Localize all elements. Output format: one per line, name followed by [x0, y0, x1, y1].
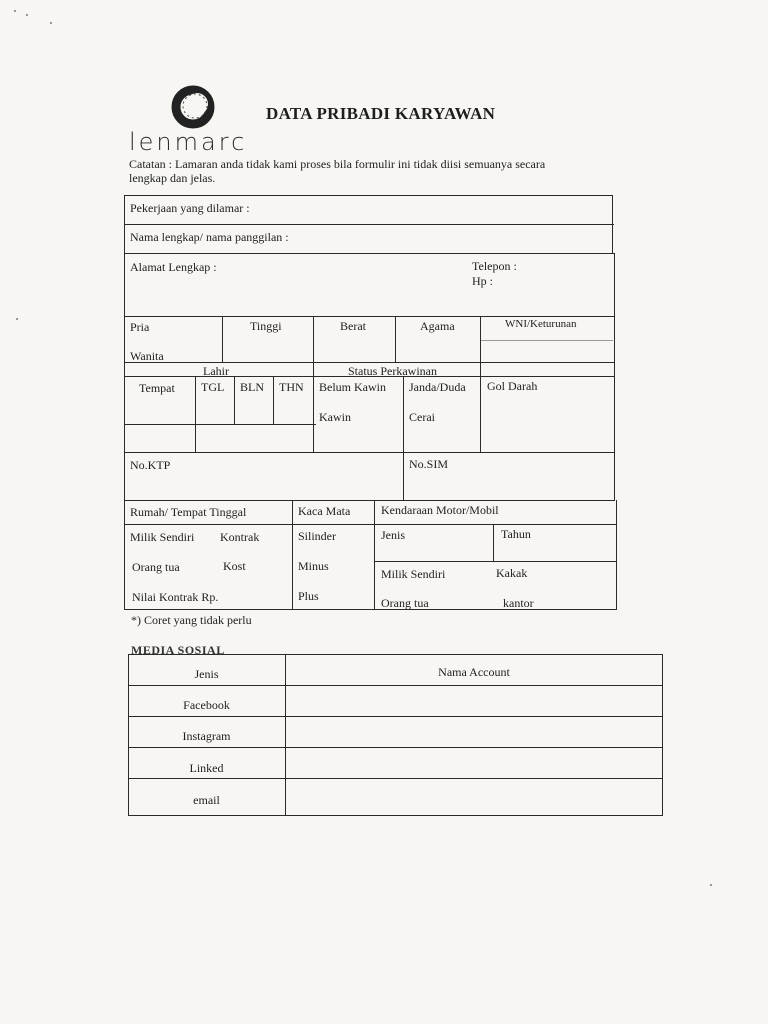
form-line	[124, 195, 612, 196]
bln-label: BLN	[240, 380, 264, 394]
form-line	[480, 340, 613, 341]
agama-label: Agama	[420, 319, 455, 333]
brand-name: lenmarc	[129, 128, 248, 156]
kantor-label: kantor	[503, 596, 534, 610]
form-line	[395, 316, 396, 362]
silinder-label: Silinder	[298, 529, 336, 543]
kakak-label: Kakak	[496, 566, 528, 580]
lahir-label: Lahir	[203, 364, 229, 378]
kontrak-label: Kontrak	[220, 530, 260, 544]
form-line	[124, 500, 615, 501]
kendaraan-jenis-label: Jenis	[381, 528, 405, 542]
social-row-label: Instagram	[182, 729, 231, 743]
pria-label: Pria	[130, 320, 150, 334]
instagram-account-field[interactable]	[287, 718, 661, 746]
belum-kawin-label: Belum Kawin	[319, 380, 386, 394]
employee-form	[0, 190, 768, 620]
janda-duda-label: Janda/Duda	[409, 380, 466, 394]
thn-label: THN	[279, 380, 304, 394]
no-ktp-label: No.KTP	[130, 458, 171, 472]
minus-label: Minus	[298, 559, 329, 573]
form-line	[480, 316, 481, 452]
form-line	[292, 500, 293, 610]
col-jenis-header: Jenis	[194, 667, 219, 681]
kaca-mata-label: Kaca Mata	[298, 504, 351, 518]
cerai-label: Cerai	[409, 410, 435, 424]
form-line	[124, 253, 615, 254]
tgl-label: TGL	[201, 380, 225, 394]
form-line	[374, 561, 617, 562]
form-line	[124, 524, 617, 525]
scan-speck	[710, 884, 712, 886]
kendaraan-tahun-label: Tahun	[501, 527, 531, 541]
form-line	[612, 195, 613, 253]
form-line	[124, 609, 617, 610]
wni-label: WNI/Keturunan	[505, 318, 577, 330]
tinggi-label: Tinggi	[250, 319, 282, 333]
note-line-1: Catatan : Lamaran anda tidak kami proses bila formulir ini tidak diisi semuanya secara	[129, 157, 546, 171]
wanita-label: Wanita	[130, 349, 164, 363]
form-line	[124, 452, 615, 453]
logo-ring-icon	[170, 84, 216, 130]
social-media-table	[128, 654, 663, 816]
social-row-label: Linked	[189, 761, 224, 775]
kendaraan-milik-sendiri-label: Milik Sendiri	[381, 567, 446, 581]
form-line	[234, 376, 235, 424]
no-sim-label: No.SIM	[409, 457, 449, 471]
form-line	[124, 195, 125, 610]
note-line-2: lengkap dan jelas.	[129, 171, 216, 185]
email-account-field[interactable]	[287, 780, 661, 814]
nama-label: Nama lengkap/ nama panggilan :	[130, 230, 289, 244]
milik-sendiri-label: Milik Sendiri	[130, 530, 195, 544]
plus-label: Plus	[298, 589, 319, 603]
telepon-label: Telepon :	[472, 259, 517, 273]
nilai-kontrak-label: Nilai Kontrak Rp.	[132, 590, 219, 604]
form-line	[614, 253, 615, 500]
form-line	[124, 424, 316, 425]
page-title: DATA PRIBADI KARYAWAN	[266, 104, 496, 123]
form-line	[313, 316, 314, 452]
form-line	[403, 376, 404, 500]
media-sosial-heading: MEDIA SOSIAL	[131, 643, 225, 657]
pekerjaan-label: Pekerjaan yang dilamar :	[130, 201, 250, 215]
orang-tua-label: Orang tua	[132, 560, 180, 574]
status-perkawinan-label: Status Perkawinan	[348, 364, 437, 378]
col-account-header: Nama Account	[438, 665, 510, 679]
header	[0, 0, 768, 190]
form-line	[124, 224, 614, 225]
linked-account-field[interactable]	[287, 749, 661, 777]
gol-darah-label: Gol Darah	[487, 379, 538, 393]
rumah-label: Rumah/ Tempat Tinggal	[130, 505, 247, 519]
form-line	[273, 376, 274, 424]
berat-label: Berat	[340, 319, 366, 333]
social-row-label: email	[193, 793, 220, 807]
form-line	[493, 524, 494, 561]
tempat-label: Tempat	[139, 381, 175, 395]
facebook-account-field[interactable]	[287, 687, 661, 715]
form-line	[222, 316, 223, 362]
footnote: *) Coret yang tidak perlu	[131, 613, 252, 627]
form-line	[616, 500, 617, 610]
form-line	[195, 376, 196, 452]
kost-label: Kost	[223, 559, 246, 573]
kendaraan-orang-tua-label: Orang tua	[381, 596, 429, 610]
kendaraan-label: Kendaraan Motor/Mobil	[381, 503, 499, 517]
kawin-label: Kawin	[319, 410, 351, 424]
alamat-label: Alamat Lengkap :	[130, 260, 217, 274]
hp-label: Hp :	[472, 274, 493, 288]
form-line	[374, 500, 375, 610]
social-row-label: Facebook	[183, 698, 230, 712]
